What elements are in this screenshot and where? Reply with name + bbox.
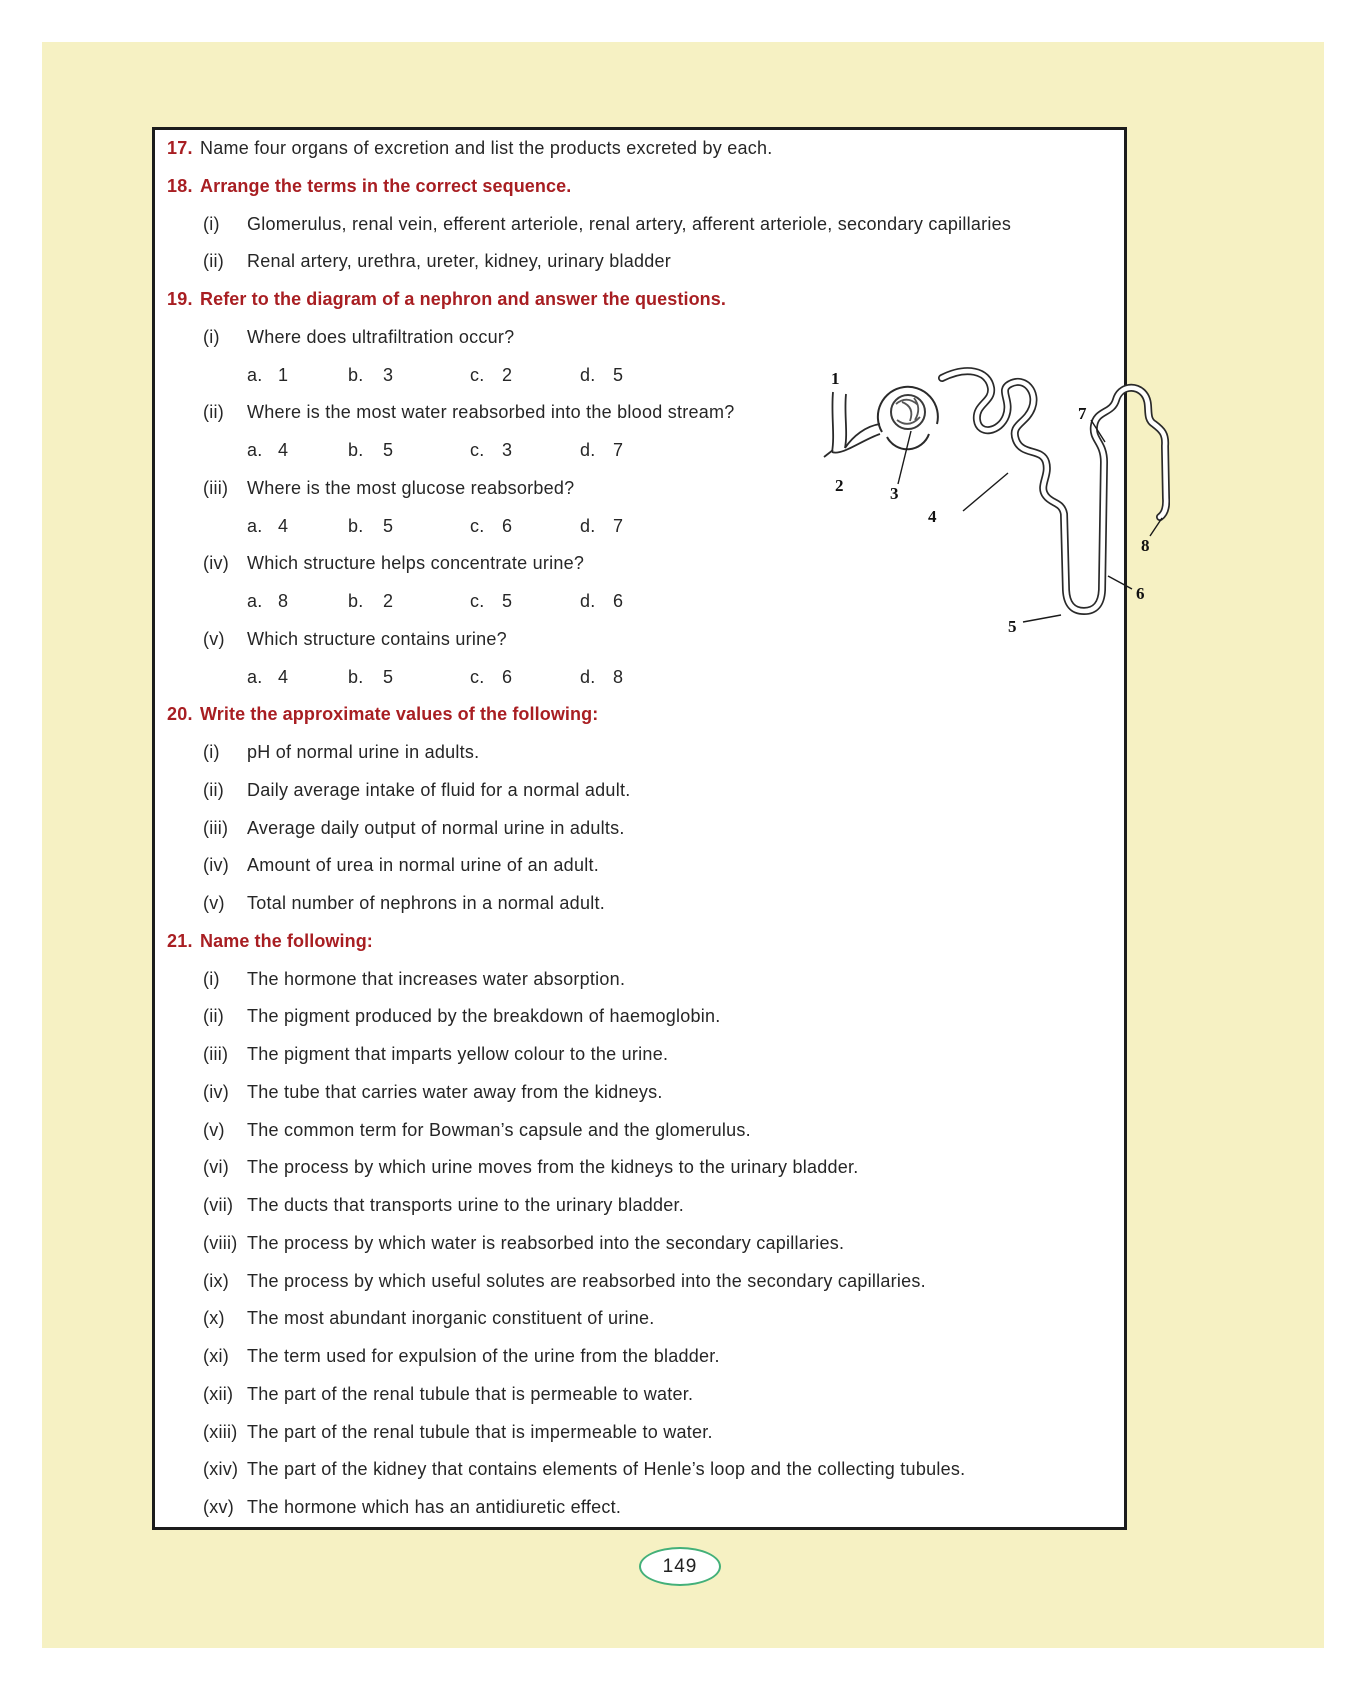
subitem-text: Amount of urea in normal urine of an adult. xyxy=(247,855,599,876)
option-letter: a. xyxy=(247,440,263,460)
subitem-row xyxy=(155,1376,1124,1414)
option-letter: c. xyxy=(470,666,485,687)
subitem-text: The tube that carries water away from the kidneys. xyxy=(247,1081,663,1102)
option-value: 6 xyxy=(613,591,624,611)
subitem-label: (i) xyxy=(203,213,220,234)
option-value: 6 xyxy=(502,515,513,536)
question-number: 19. xyxy=(167,289,193,309)
option-letter: d. xyxy=(580,666,596,687)
subitem-text: The hormone which has an antidiuretic effect. xyxy=(247,1497,622,1517)
subitem-label: (ii) xyxy=(203,402,224,423)
subitem-text: The process by which water is reabsorbed into the secondary capillaries. xyxy=(247,1232,845,1253)
subitem-text: The process by which urine moves from the kidneys to the urinary bladder. xyxy=(247,1157,859,1178)
subitem-row xyxy=(155,1074,1124,1112)
subitem-row xyxy=(155,1263,1124,1301)
option-letter: b. xyxy=(348,364,364,385)
subitem-row xyxy=(155,1489,1124,1527)
nephron-diagram xyxy=(770,340,1170,640)
option-value: 5 xyxy=(383,666,394,687)
subitem-row xyxy=(155,885,1124,923)
subitem-label: (iii) xyxy=(203,477,229,498)
diagram-label-6: 6 xyxy=(1136,584,1145,603)
subitem-text: Where is the most water reabsorbed into the blood stream? xyxy=(247,402,735,423)
option-value: 1 xyxy=(278,364,289,385)
option-value: 4 xyxy=(278,666,289,687)
subitem-text: The most abundant inorganic constituent of urine. xyxy=(247,1308,655,1329)
subitem-row xyxy=(155,961,1124,999)
option-value: 4 xyxy=(278,440,289,460)
subitem-label: (i) xyxy=(203,326,220,347)
subitem-label: (i) xyxy=(203,742,220,762)
question-row xyxy=(155,696,1124,734)
subitem-label: (xiv) xyxy=(203,1459,239,1480)
subitem-row xyxy=(155,847,1124,885)
subitem-row xyxy=(155,1338,1124,1376)
question-number: 21. xyxy=(167,930,193,951)
option-letter: b. xyxy=(348,515,364,536)
question-row xyxy=(155,168,1124,206)
question-text: Write the approximate values of the following: xyxy=(200,704,599,725)
options-row xyxy=(155,659,1124,697)
subitem-text: Where does ultrafiltration occur? xyxy=(247,326,515,347)
question-number: 18. xyxy=(167,175,193,196)
subitem-label: (v) xyxy=(203,1119,225,1140)
diagram-label-8: 8 xyxy=(1141,536,1150,555)
subitem-row xyxy=(155,734,1124,772)
option-letter: c. xyxy=(470,364,485,385)
subitem-text: The process by which useful solutes are reabsorbed into the secondary capillaries. xyxy=(247,1270,926,1291)
subitem-row xyxy=(155,1300,1124,1338)
option-letter: b. xyxy=(348,591,364,611)
subitem-label: (iv) xyxy=(203,553,229,574)
option-letter: c. xyxy=(470,440,485,460)
option-value: 5 xyxy=(383,515,394,536)
renal-tubule xyxy=(942,371,1166,611)
subitem-row xyxy=(155,810,1124,848)
subitem-row xyxy=(155,772,1124,810)
question-text: Name four organs of excretion and list the products excreted by each. xyxy=(200,138,773,158)
subitem-label: (vii) xyxy=(203,1195,234,1215)
option-letter: b. xyxy=(348,440,364,460)
subitem-label: (iii) xyxy=(203,817,229,838)
subitem-text: The pigment that imparts yellow colour to the urine. xyxy=(247,1044,669,1064)
subitem-text: The term used for expulsion of the urine from the bladder. xyxy=(247,1346,720,1366)
subitem-label: (xii) xyxy=(203,1383,234,1404)
subitem-row xyxy=(155,243,1124,281)
diagram-label-5: 5 xyxy=(1008,617,1017,636)
subitem-label: (vi) xyxy=(203,1157,229,1178)
subitem-row xyxy=(155,1451,1124,1489)
option-value: 8 xyxy=(613,666,624,687)
option-letter: b. xyxy=(348,666,364,687)
subitem-text: The hormone that increases water absorption. xyxy=(247,968,626,989)
subitem-text: The part of the renal tubule that is permeable to water. xyxy=(247,1383,694,1404)
page-number-badge xyxy=(639,1547,721,1586)
option-letter: d. xyxy=(580,364,596,385)
option-letter: d. xyxy=(580,515,596,536)
option-value: 3 xyxy=(502,440,513,460)
subitem-label: (iv) xyxy=(203,855,229,876)
subitem-label: (i) xyxy=(203,968,220,989)
page-number: 149 xyxy=(662,1555,698,1577)
subitem-row xyxy=(155,1187,1124,1225)
subitem-label: (ii) xyxy=(203,1006,224,1027)
subitem-text: Total number of nephrons in a normal adult. xyxy=(247,893,605,913)
subitem-label: (ii) xyxy=(203,251,224,272)
option-letter: d. xyxy=(580,440,596,460)
question-row xyxy=(155,281,1124,319)
option-letter: c. xyxy=(470,515,485,536)
subitem-label: (xi) xyxy=(203,1346,229,1366)
subitem-row xyxy=(155,1112,1124,1150)
question-box xyxy=(152,127,1127,1530)
subitem-row xyxy=(155,1036,1124,1074)
subitem-row xyxy=(155,1414,1124,1452)
option-letter: c. xyxy=(470,591,485,611)
subitem-text: The common term for Bowman’s capsule and the glomerulus. xyxy=(247,1119,751,1140)
option-value: 2 xyxy=(502,364,513,385)
option-value: 2 xyxy=(383,591,394,611)
subitem-row xyxy=(155,206,1124,244)
question-text: Arrange the terms in the correct sequence. xyxy=(200,175,572,196)
subitem-text: The part of the kidney that contains elements of Henle’s loop and the collecting tubules. xyxy=(247,1459,966,1480)
subitem-text: Renal artery, urethra, ureter, kidney, urinary bladder xyxy=(247,251,672,272)
option-value: 4 xyxy=(278,515,289,536)
subitem-label: (viii) xyxy=(203,1232,238,1253)
option-letter: a. xyxy=(247,364,263,385)
diagram-label-4: 4 xyxy=(928,507,937,526)
diagram-label-1: 1 xyxy=(831,369,840,388)
option-letter: a. xyxy=(247,666,263,687)
subitem-label: (v) xyxy=(203,628,225,649)
subitem-label: (iii) xyxy=(203,1044,229,1064)
subitem-text: The pigment produced by the breakdown of haemoglobin. xyxy=(247,1006,721,1027)
subitem-text: Which structure helps concentrate urine? xyxy=(247,553,585,574)
option-value: 5 xyxy=(502,591,513,611)
subitem-text: Which structure contains urine? xyxy=(247,628,507,649)
question-text: Refer to the diagram of a nephron and answer the questions. xyxy=(200,289,726,309)
subitem-text: Glomerulus, renal vein, efferent arteriole, renal artery, afferent arteriole, secondary capillaries xyxy=(247,213,1012,234)
subitem-text: pH of normal urine in adults. xyxy=(247,742,480,762)
subitem-label: (xiii) xyxy=(203,1421,238,1442)
subitem-row xyxy=(155,1225,1124,1263)
subitem-row xyxy=(155,998,1124,1036)
subitem-label: (x) xyxy=(203,1308,225,1329)
option-value: 5 xyxy=(613,364,624,385)
subitem-label: (v) xyxy=(203,893,225,913)
option-letter: d. xyxy=(580,591,596,611)
subitem-label: (iv) xyxy=(203,1081,229,1102)
subitem-text: The part of the renal tubule that is impermeable to water. xyxy=(247,1421,713,1442)
question-row xyxy=(155,923,1124,961)
question-number: 20. xyxy=(167,704,193,725)
option-value: 6 xyxy=(502,666,513,687)
diagram-label-3: 3 xyxy=(890,484,899,503)
glomerulus xyxy=(891,395,925,429)
subitem-text: The ducts that transports urine to the urinary bladder. xyxy=(247,1195,684,1215)
diagram-label-7: 7 xyxy=(1078,404,1087,423)
diagram-label-2: 2 xyxy=(835,476,844,495)
subitem-label: (ii) xyxy=(203,779,224,800)
option-value: 7 xyxy=(613,440,624,460)
option-letter: a. xyxy=(247,591,263,611)
question-number: 17. xyxy=(167,138,193,158)
question-row xyxy=(155,130,1124,168)
arterioles xyxy=(824,392,880,457)
question-text: Name the following: xyxy=(200,930,373,951)
subitem-label: (ix) xyxy=(203,1270,229,1291)
option-value: 3 xyxy=(383,364,394,385)
option-value: 7 xyxy=(613,515,624,536)
subitem-text: Daily average intake of fluid for a normal adult. xyxy=(247,779,631,800)
subitem-text: Where is the most glucose reabsorbed? xyxy=(247,477,575,498)
subitem-label: (xv) xyxy=(203,1497,234,1517)
subitem-text: Average daily output of normal urine in adults. xyxy=(247,817,625,838)
option-letter: a. xyxy=(247,515,263,536)
option-value: 8 xyxy=(278,591,289,611)
option-value: 5 xyxy=(383,440,394,460)
subitem-row xyxy=(155,1149,1124,1187)
